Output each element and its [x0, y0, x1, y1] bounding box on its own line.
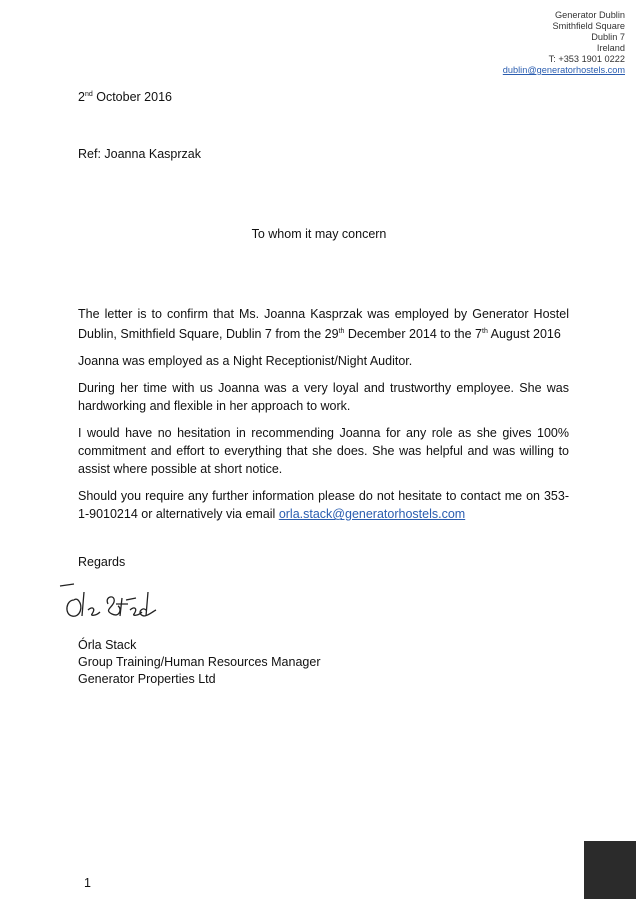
paragraph-role: Joanna was employed as a Night Receptionist/Night Auditor.	[78, 354, 413, 369]
corner-scan-mark	[584, 841, 636, 899]
paragraph-character: During her time with us Joanna was a very loyal and trustworthy employee. She was hardworking and flexible in her approach to work.	[78, 381, 569, 414]
paragraph-contact	[78, 487, 569, 523]
handwritten-signature	[56, 578, 186, 628]
reference-line: Ref: Joanna Kasprzak	[78, 147, 201, 161]
date-day: 2	[78, 90, 85, 104]
text-segment: Should you require any further information please do not hesitate to contact me on 353-1-9010214 or alternatively via email	[78, 489, 569, 522]
address-line: Dublin 7	[591, 32, 625, 42]
closing: Regards	[78, 555, 126, 569]
signatory-title: Group Training/Human Resources Manager	[78, 655, 321, 669]
letter-date	[78, 90, 172, 104]
signatory-block	[78, 637, 320, 688]
signatory-name: Órla Stack	[78, 638, 137, 652]
phone-number: T: +353 1901 0222	[548, 54, 625, 64]
ordinal-suffix: th	[338, 328, 345, 335]
text-segment: December 2014 to the 7	[344, 327, 482, 342]
date-rest: October 2016	[92, 90, 172, 104]
text-segment: August 2016	[487, 327, 561, 342]
salutation: To whom it may concern	[251, 227, 387, 241]
address-line: Smithfield Square	[552, 21, 625, 31]
header-email-link[interactable]: dublin@generatorhostels.com	[502, 65, 625, 75]
address-line: Generator Dublin	[555, 10, 625, 20]
paragraph-employment	[78, 305, 569, 343]
address-line: Ireland	[596, 43, 625, 53]
text-segment: The letter is to confirm that Ms. Joanna Kasprzak was employed by Generator Hostel Dublin, Smithfield Square, Dublin 7 from the 29	[78, 307, 569, 342]
signatory-company: Generator Properties Ltd	[78, 672, 216, 686]
paragraph-recommendation: I would have no hesitation in recommending Joanna for any role as she gives 100% commitment and effort to everything that she does. She was helpful and was willing to assist where possible at short notice.	[78, 426, 569, 477]
letter-body	[78, 305, 569, 532]
page-number: 1	[84, 876, 91, 890]
ordinal-suffix: th	[482, 328, 488, 335]
sender-address-block	[503, 10, 625, 76]
date-suffix: nd	[84, 90, 93, 98]
contact-email-link[interactable]: orla.stack@generatorhostels.com	[278, 507, 466, 522]
